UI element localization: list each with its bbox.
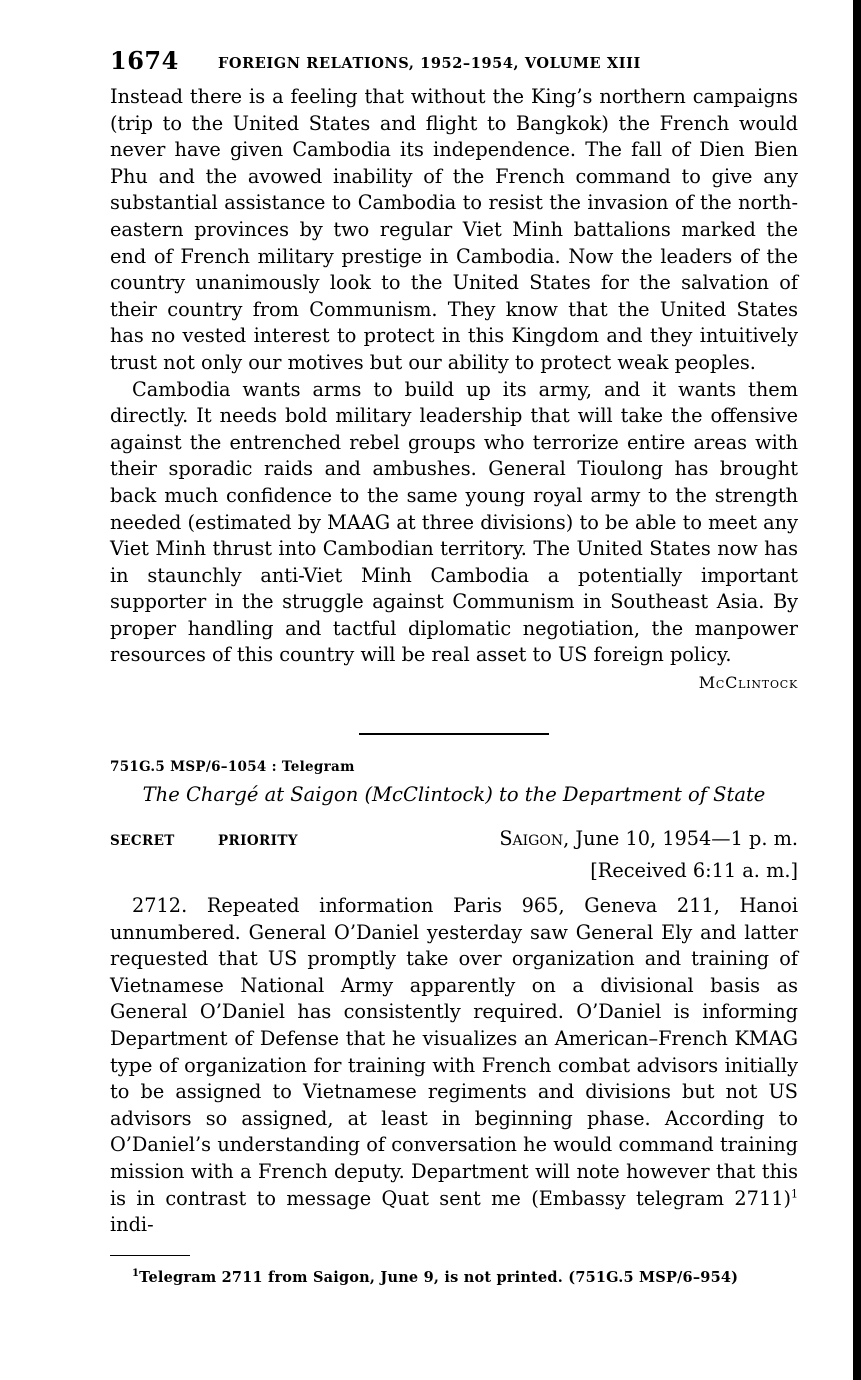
page-number: 1674	[110, 46, 179, 75]
footnote	[110, 1268, 798, 1286]
precedence: PRIORITY	[218, 833, 298, 850]
scan-edge	[853, 0, 861, 1380]
telegram-body-tail: indi-	[110, 1213, 154, 1237]
document-title: The Chargé at Saigon (McClintock) to the Department of State	[142, 783, 766, 807]
document-page	[110, 44, 798, 1286]
footnote-marker: 1	[132, 1268, 140, 1280]
signature: McClintock	[698, 673, 798, 693]
dateline-date: , June 10, 1954—1 p. m.	[563, 827, 798, 851]
received-time: [Received 6:11 a. m.]	[590, 859, 798, 883]
section-divider	[359, 733, 549, 735]
classification: SECRET	[110, 833, 175, 850]
footnote-text: Telegram 2711 from Saigon, June 9, is not printed. (751G.5 MSP/6–954)	[139, 1269, 739, 1287]
body-paragraph-1: Instead there is a feeling that without the King’s northern campaigns (trip to the United States and flight to Bangkok) the French would never have given Cambodia its independence. The fall of Dien Bien Phu and the avowed inability of the French command to give any substantial assistance to Cambodia to resist the invasion of the north-eastern provinces by two regular Viet Minh battalions marked the end of French military prestige in Cambodia. Now the leaders of the country unanimously look to the United States for the salvation of their country from Communism. They know that the United States has no vested interest to protect in this Kingdom and they intuitively trust not only our motives but our ability to protect weak peoples.	[110, 85, 798, 374]
dateline-place: Saigon	[499, 827, 564, 851]
telegram-body-text: 2712. Repeated information Paris 965, Geneva 211, Hanoi unnumbered. General O’Daniel yesterday saw General Ely and latter requested that US promptly take over organization and training of Vietnamese National Army apparently on a divisional basis as General O’Daniel has consistently required. O’Daniel is informing Department of Defense that he visualizes an American–French KMAG type of organization for training with French combat advisors initially to be assigned to Vietnamese regiments and divisions but not US advisors so assigned, at least in beginning phase. According to O’Daniel’s understanding of conversation he would command training mission with a French deputy. Department will note however that this is in contrast to message Quat sent me (Embassy telegram 2711)	[110, 894, 798, 1210]
file-reference: 751G.5 MSP/6–1054 : Telegram	[110, 759, 355, 776]
telegram-body	[110, 893, 798, 1239]
dateline-row	[110, 827, 798, 859]
running-title: FOREIGN RELATIONS, 1952–1954, VOLUME XIII	[218, 55, 641, 72]
dateline	[499, 827, 798, 850]
body-paragraph-2: Cambodia wants arms to build up its army, and it wants them directly. It needs bold military leadership that will take the offensive against the entrenched rebel groups who terrorize entire areas with their sporadic raids and ambushes. General Tioulong has brought back much confidence to the same young royal army to the strength needed (estimated by MAAG at three divisions) to be able to meet any Viet Minh thrust into Cambodian territory. The United States now has in staunchly anti-Viet Minh Cambodia a potentially important supporter in the struggle against Communism in Southeast Asia. By proper handling and tactful diplomatic negotiation, the manpower resources of this country will be real asset to US foreign policy.	[110, 377, 798, 667]
running-head	[110, 44, 798, 84]
footnote-rule	[110, 1255, 190, 1257]
footnote-reference[interactable]: 1	[791, 1187, 798, 1201]
